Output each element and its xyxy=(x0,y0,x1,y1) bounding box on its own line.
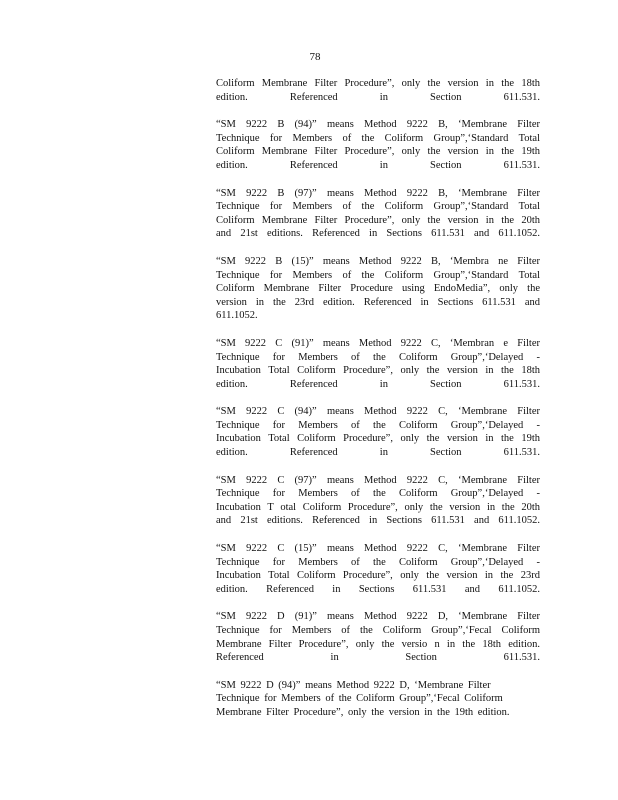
text-line: edition. Referenced in Section 611.531. xyxy=(216,91,540,103)
definition-paragraph xyxy=(216,255,540,323)
definition-paragraph xyxy=(216,474,540,528)
definition-paragraph xyxy=(216,610,540,664)
text-line: Coliform Membrane Filter Procedure”, only the version in the 18th xyxy=(216,78,540,89)
text-line: “SM 9222 B (15)” means Method 9222 B, ‘Membra ne Filter xyxy=(216,255,540,267)
text-line: Incubation T otal Coliform Procedure”, only the version in the 20th xyxy=(216,501,540,513)
text-line: edition. Referenced in Sections 611.531 and 611.1052. xyxy=(216,583,540,595)
text-line: 611.1052. xyxy=(216,310,258,322)
text-line: edition. Referenced in Section 611.531. xyxy=(216,159,540,171)
text-line: Technique for Members of the Coliform Group”,‘Delayed - xyxy=(216,351,540,363)
text-line: Membrane Filter Procedure”, only the versio n in the 18th edition. xyxy=(216,638,540,650)
text-line: Incubation Total Coliform Procedure”, only the version in the 18th xyxy=(216,365,540,377)
text-line: Coliform Membrane Filter Procedure”, only the version in the 19th xyxy=(216,146,540,158)
text-line: “SM 9222 C (94)” means Method 9222 C, ‘Membrane Filter xyxy=(216,406,540,418)
definition-paragraph xyxy=(216,405,540,459)
page-number: 78 xyxy=(309,51,321,63)
text-line: “SM 9222 B (97)” means Method 9222 B, ‘Membrane Filter xyxy=(216,187,540,199)
page-content xyxy=(216,77,540,734)
text-line: “SM 9222 D (94)” means Method 9222 D, ‘Membrane Filter xyxy=(216,679,491,691)
definition-paragraph xyxy=(216,337,540,391)
text-line: Incubation Total Coliform Procedure”, only the version in the 19th xyxy=(216,433,540,445)
text-line: Technique for Members of the Coliform Group”,‘Delayed - xyxy=(216,556,540,568)
text-line: “SM 9222 D (91)” means Method 9222 D, ‘Membrane Filter xyxy=(216,611,540,623)
text-line: edition. Referenced in Section 611.531. xyxy=(216,378,540,390)
text-line: Technique for Members of the Coliform Group”,‘Fecal Coliform xyxy=(216,693,503,705)
text-line: Coliform Membrane Filter Procedure using EndoMedia”, only the xyxy=(216,283,540,295)
text-line: “SM 9222 C (97)” means Method 9222 C, ‘Membrane Filter xyxy=(216,474,540,486)
definition-paragraph xyxy=(216,187,540,241)
text-line: Technique for Members of the Coliform Group”,‘Standard Total xyxy=(216,132,540,144)
definition-paragraph xyxy=(216,542,540,596)
text-line: Referenced in Section 611.531. xyxy=(216,652,540,664)
text-line: “SM 9222 C (15)” means Method 9222 C, ‘Membrane Filter xyxy=(216,543,540,555)
text-line: “SM 9222 B (94)” means Method 9222 B, ‘Membrane Filter xyxy=(216,119,540,131)
text-line: Incubation Total Coliform Procedure”, only the version in the 23rd xyxy=(216,570,540,582)
text-line: Technique for Members of the Coliform Group”,‘Standard Total xyxy=(216,201,540,213)
definition-paragraph xyxy=(216,679,540,720)
text-line: Technique for Members of the Coliform Group”,‘Standard Total xyxy=(216,269,540,281)
text-line: and 21st editions. Referenced in Sections 611.531 and 611.1052. xyxy=(216,515,540,527)
text-line: version in the 23rd edition. Referenced in Sections 611.531 and xyxy=(216,296,540,308)
text-line: and 21st editions. Referenced in Sections 611.531 and 611.1052. xyxy=(216,228,540,240)
definition-paragraph xyxy=(216,77,540,104)
text-line: Membrane Filter Procedure”, only the version in the 19th edition. xyxy=(216,706,510,718)
text-line: edition. Referenced in Section 611.531. xyxy=(216,447,540,459)
text-line: Coliform Membrane Filter Procedure”, only the version in the 20th xyxy=(216,214,540,226)
text-line: Technique for Members of the Coliform Group”,‘Fecal Coliform xyxy=(216,625,540,636)
text-line: Technique for Members of the Coliform Group”,‘Delayed - xyxy=(216,419,540,431)
definition-paragraph xyxy=(216,118,540,172)
text-line: Technique for Members of the Coliform Group”,‘Delayed - xyxy=(216,488,540,500)
text-line: “SM 9222 C (91)” means Method 9222 C, ‘Membran e Filter xyxy=(216,337,540,349)
